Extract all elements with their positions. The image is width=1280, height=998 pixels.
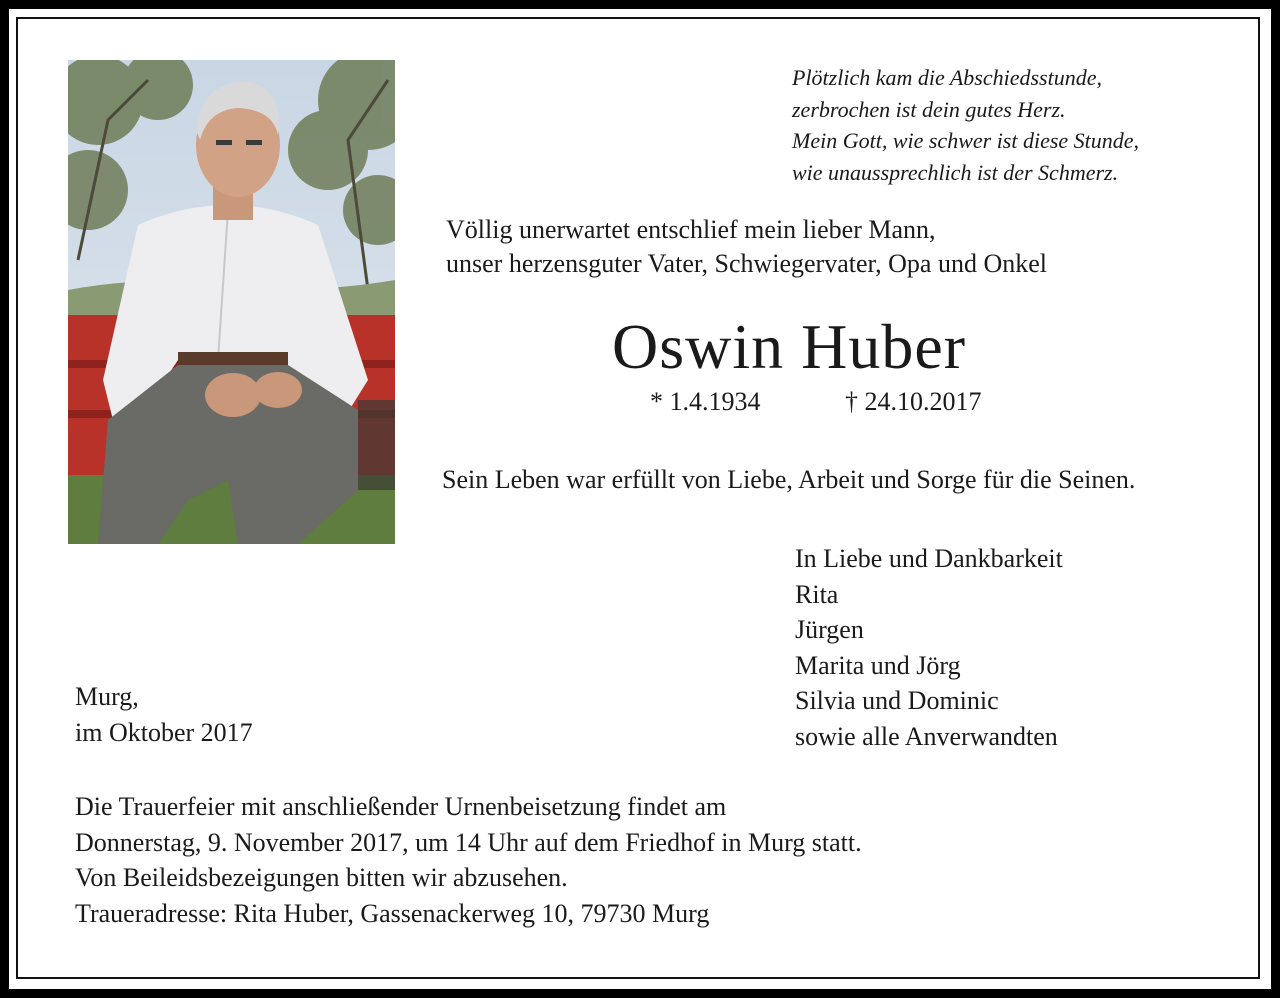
place-line: Murg,	[75, 682, 139, 711]
family-line: sowie alle Anverwandten	[795, 721, 1058, 751]
poem-line: wie unaussprechlich ist der Schmerz.	[792, 159, 1119, 185]
death-date: † 24.10.2017	[845, 387, 982, 416]
funeral-line: Donnerstag, 9. November 2017, um 14 Uhr auf dem Friedhof in Murg statt.	[75, 827, 862, 857]
funeral-line: Die Trauerfeier mit anschließender Urnenbeisetzung findet am	[75, 792, 727, 821]
poem	[792, 62, 1232, 188]
poem-line: zerbrochen ist dein gutes Herz.	[792, 96, 1066, 122]
intro-line: Völlig unerwartet entschlief mein lieber Mann,	[446, 215, 936, 244]
family-line: In Liebe und Dankbarkeit	[795, 544, 1063, 573]
family-line: Marita und Jörg	[795, 650, 961, 680]
intro-line: unser herzensguter Vater, Schwiegervater, Opa und Onkel	[446, 249, 1047, 278]
deceased-name: Oswin Huber	[612, 311, 967, 382]
family-line: Jürgen	[795, 615, 864, 644]
funeral-info	[75, 789, 1175, 931]
family-signature	[795, 541, 1215, 754]
family-line: Rita	[795, 579, 839, 609]
place-line: im Oktober 2017	[75, 718, 253, 747]
family-line: Silvia und Dominic	[795, 686, 999, 715]
place-date	[75, 679, 375, 751]
funeral-line: Von Beileidsbezeigungen bitten wir abzusehen.	[75, 863, 568, 892]
intro-text	[446, 213, 1246, 281]
poem-line: Plötzlich kam die Abschiedsstunde,	[792, 65, 1102, 90]
birth-date: * 1.4.1934	[650, 387, 761, 416]
funeral-line: Traueradresse: Rita Huber, Gassenackerweg 10, 79730 Murg	[75, 898, 710, 928]
poem-line: Mein Gott, wie schwer ist diese Stunde,	[792, 128, 1140, 153]
portrait-photo-icon	[68, 60, 395, 544]
portrait-photo	[68, 60, 395, 544]
life-text: Sein Leben war erfüllt von Liebe, Arbeit und Sorge für die Seinen.	[442, 465, 1136, 494]
